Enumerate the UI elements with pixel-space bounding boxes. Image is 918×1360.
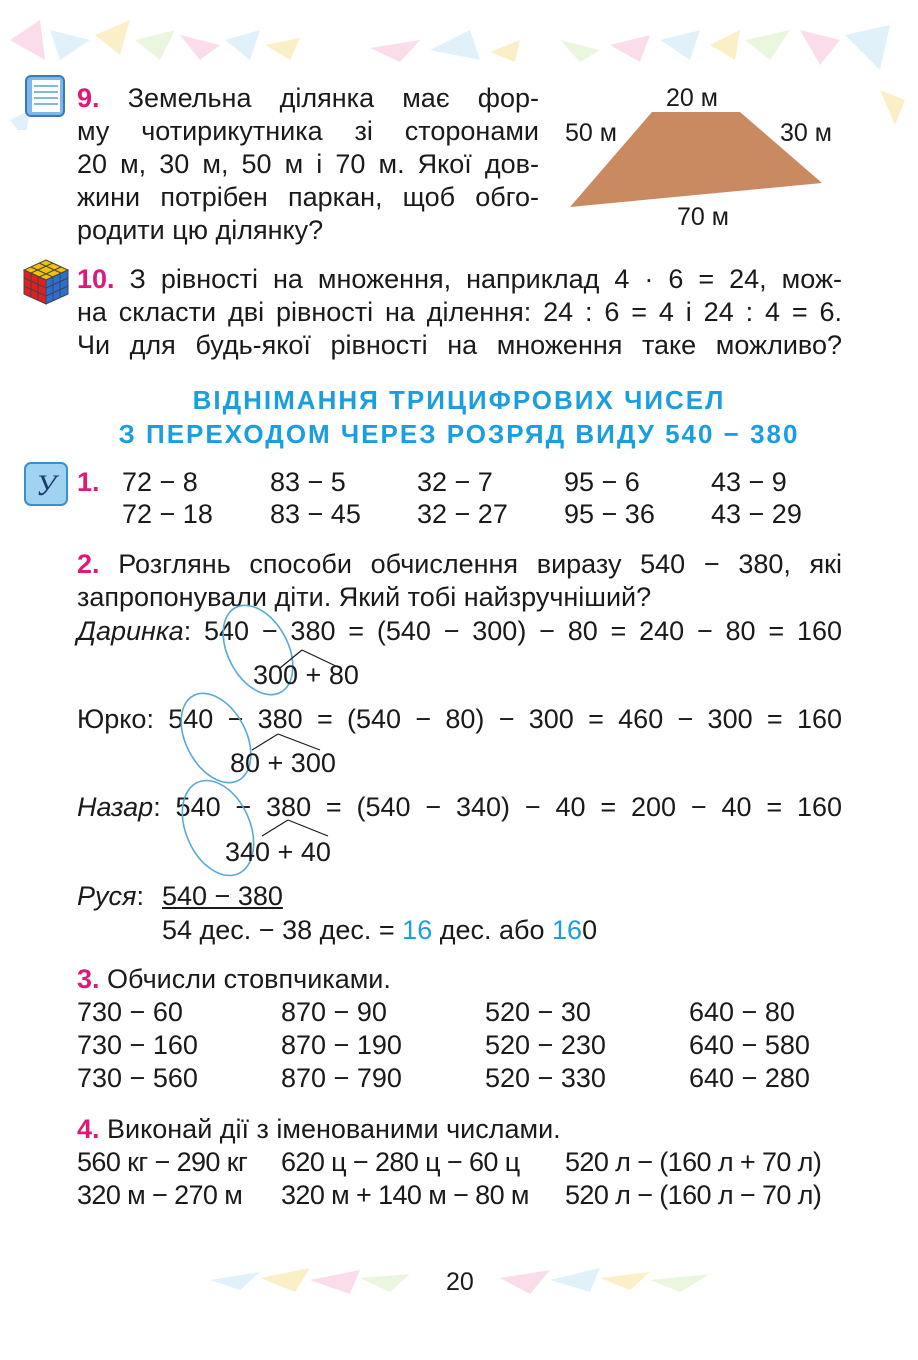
svg-text:У: У xyxy=(35,469,57,502)
task3-cell: 520 − 230 xyxy=(485,1030,606,1060)
task3-cell: 730 − 160 xyxy=(77,1030,198,1060)
task10-number: 10. xyxy=(77,264,115,294)
trapezoid-left-label: 50 м xyxy=(565,119,617,147)
darynka-split: 300 + 80 xyxy=(253,660,359,690)
section-heading-line1: ВІДНІМАННЯ ТРИЦИФРОВИХ ЧИСЕЛ xyxy=(192,385,726,415)
section-heading-line2: З ПЕРЕХОДОМ ЧЕРЕЗ РОЗРЯД ВИДУ 540 − 380 xyxy=(118,419,800,449)
task4-cell: 560 кг − 290 кг xyxy=(77,1147,248,1177)
task1-cell: 32 − 7 xyxy=(417,467,493,497)
rusya-line-a: 54 дес. − 38 дес. = xyxy=(162,915,395,945)
task1-cell: 83 − 45 xyxy=(270,499,361,529)
task3-cell: 730 − 60 xyxy=(77,997,183,1027)
task3-cell: 870 − 190 xyxy=(281,1030,402,1060)
rusya-result2: 16 xyxy=(552,915,583,945)
nazar-expression: 540 − 380 = (540 − 340) − 40 = 200 − 40 = 160 xyxy=(175,792,842,822)
task4-cell: 620 ц − 280 ц − 60 ц xyxy=(281,1147,520,1177)
task9-line: 20 м, 30 м, 50 м і 70 м. Якої дов- xyxy=(77,149,539,179)
task3-intro xyxy=(77,963,391,996)
rusya-result1: 16 xyxy=(402,915,433,945)
rusya-expression: 540 − 380 xyxy=(162,881,283,911)
task3-number: 3. xyxy=(77,964,100,994)
task4-cell: 320 м − 270 м xyxy=(77,1180,243,1210)
task4-cell: 520 л − (160 л + 70 л) xyxy=(565,1147,822,1177)
task10-line: З рівності на множення, наприклад 4 · 6 = 24, мож- xyxy=(129,264,842,294)
task9-text xyxy=(77,82,539,247)
task1-cell: 32 − 27 xyxy=(417,499,508,529)
task3-cell: 870 − 90 xyxy=(281,997,387,1027)
task3-cell: 640 − 580 xyxy=(689,1030,810,1060)
task10-line: на скласти дві рівності на ділення: 24 : 6 = 4 і 24 : 4 = 6. xyxy=(77,297,842,327)
task1-cell: 95 − 6 xyxy=(564,467,640,497)
darynka-row: Даринка: 540 − 380 = (540 − 300) − 80 = 240 − 80 = 160 xyxy=(77,616,842,646)
task3-intro-text: Обчисли стовпчиками. xyxy=(107,964,391,994)
task3-cell: 520 − 330 xyxy=(485,1063,606,1093)
task9-number: 9. xyxy=(77,83,100,113)
task10-text xyxy=(77,263,842,362)
task1-cell: 83 − 5 xyxy=(270,467,346,497)
rusya-line-b: дес. або xyxy=(439,915,545,945)
yurko-expression: 540 − 380 = (540 − 80) − 300 = 460 − 300 = 160 xyxy=(168,704,842,734)
task1-cell: 43 − 9 xyxy=(711,467,787,497)
rusya-row: Руся: xyxy=(77,881,144,911)
task2-number: 2. xyxy=(77,549,100,579)
trapezoid-right-label: 30 м xyxy=(780,119,832,147)
task1-cell: 72 − 8 xyxy=(122,467,198,497)
nazar-name: Назар xyxy=(77,792,154,822)
yurko-name: Юрко xyxy=(77,704,147,734)
darynka-name: Даринка xyxy=(77,616,184,646)
rubiks-cube-icon xyxy=(22,258,70,306)
task3-cell: 640 − 280 xyxy=(689,1063,810,1093)
rusya-name: Руся xyxy=(77,881,137,911)
task1-cell: 95 − 36 xyxy=(564,499,655,529)
task3-cell: 520 − 30 xyxy=(485,997,591,1027)
task9-line: Земельна ділянка має фор- xyxy=(127,83,539,113)
letter-u-icon xyxy=(24,462,68,506)
rusya-calculation xyxy=(162,914,597,947)
task1-cell: 43 − 29 xyxy=(711,499,802,529)
task4-cell: 320 м + 140 м − 80 м xyxy=(281,1180,529,1210)
task3-cell: 640 − 80 xyxy=(689,997,795,1027)
task4-intro xyxy=(77,1113,561,1146)
task4-cell: 520 л − (160 л − 70 л) xyxy=(565,1180,822,1210)
yurko-split: 80 + 300 xyxy=(230,748,336,778)
task2-intro-line2: запропонували діти. Який тобі найзручніший? xyxy=(77,582,652,612)
rusya-result2-tail: 0 xyxy=(582,915,598,945)
task10-line: Чи для будь-якої рівності на множення таке можливо? xyxy=(77,330,842,360)
trapezoid-top-label: 20 м xyxy=(666,84,718,112)
task2-intro xyxy=(77,548,842,614)
notebook-icon xyxy=(24,74,66,118)
task1-number: 1. xyxy=(77,467,100,497)
task3-cell: 730 − 560 xyxy=(77,1063,198,1093)
task3-cell: 870 − 790 xyxy=(281,1063,402,1093)
nazar-split: 340 + 40 xyxy=(225,837,331,867)
task1-cell: 72 − 18 xyxy=(122,499,213,529)
task9-line: жини потрібен паркан, щоб обго- xyxy=(77,182,539,212)
task9-line: му чотирикутника зі сторонами xyxy=(77,116,539,146)
trapezoid-bottom-label: 70 м xyxy=(677,203,729,231)
task9-line: родити цю ділянку? xyxy=(77,215,324,245)
darynka-expression: 540 − 380 = (540 − 300) − 80 = 240 − 80 = 160 xyxy=(204,616,842,646)
task4-intro-text: Виконай дії з іменованими числами. xyxy=(107,1114,561,1144)
task2-intro-line1: Розглянь способи обчислення виразу 540 − 380, які xyxy=(118,549,842,579)
nazar-row: Назар: 540 − 380 = (540 − 340) − 40 = 200 − 40 = 160 xyxy=(77,792,842,822)
page-number: 20 xyxy=(446,1268,474,1296)
yurko-row: Юрко: 540 − 380 = (540 − 80) − 300 = 460 − 300 = 160 xyxy=(77,704,842,734)
task4-number: 4. xyxy=(77,1114,100,1144)
